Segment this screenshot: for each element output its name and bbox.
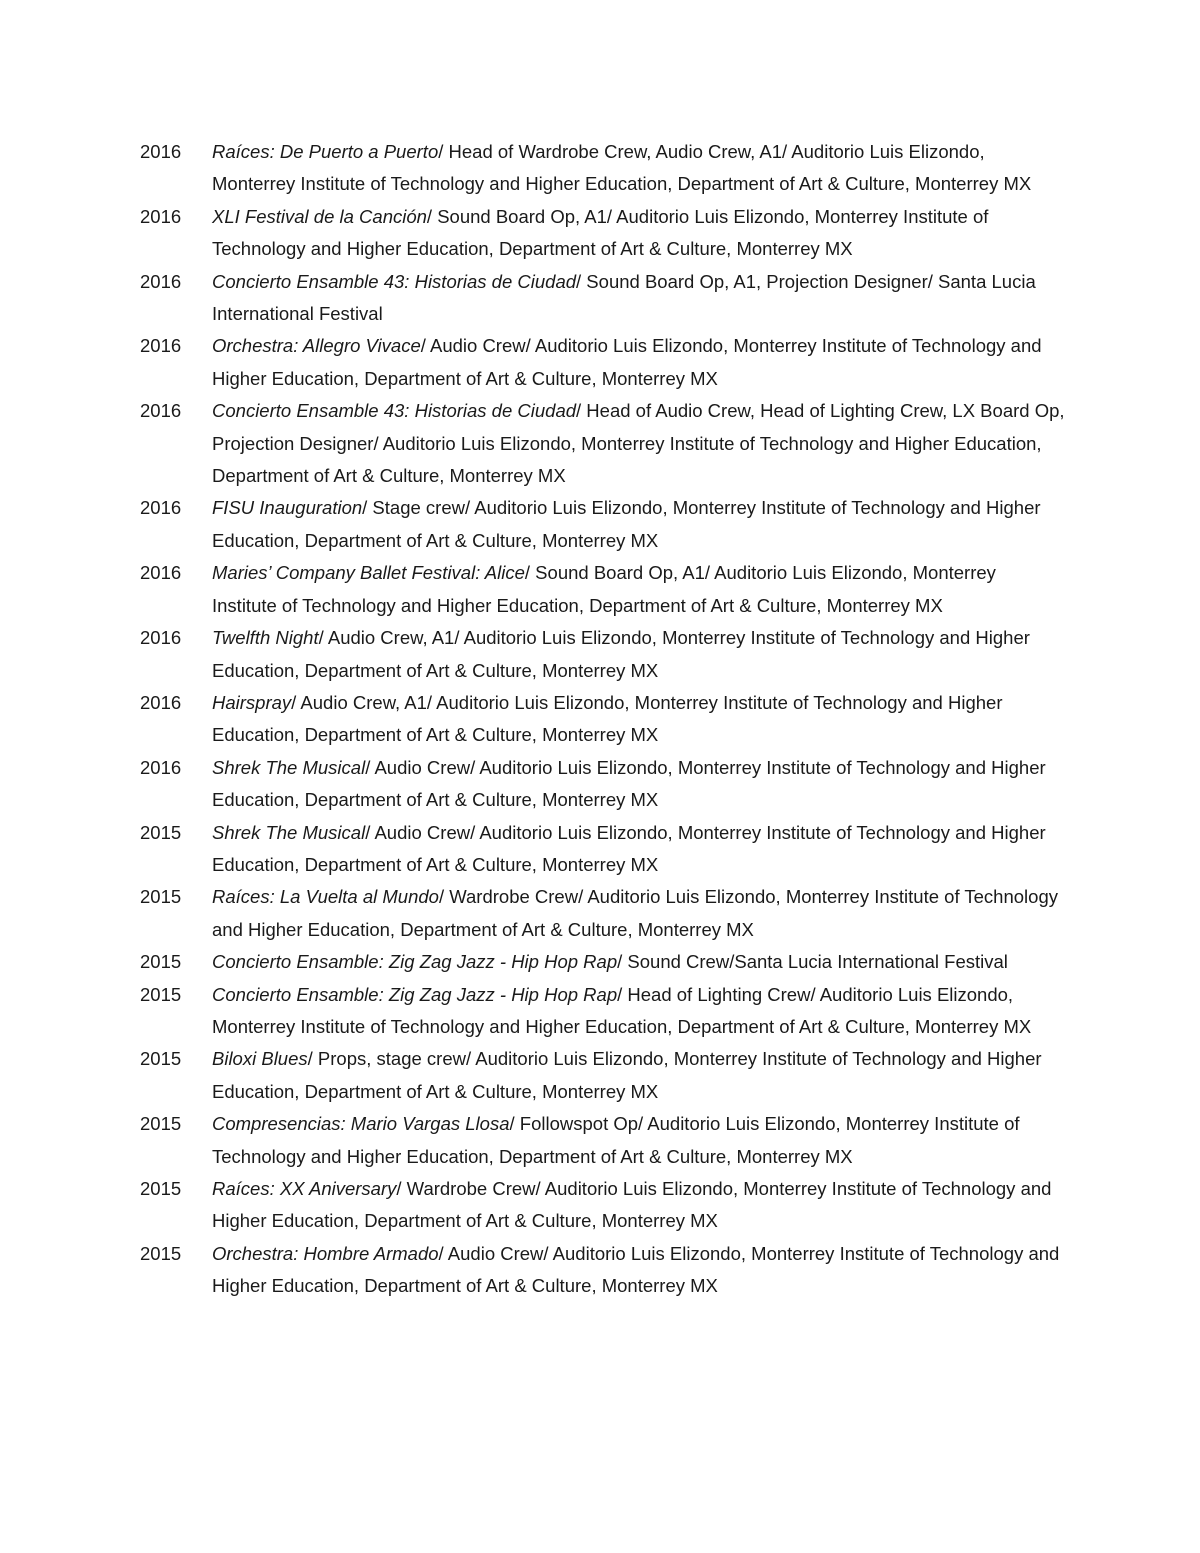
credit-year: 2015: [140, 983, 182, 1005]
credit-text: [212, 1173, 1065, 1238]
credit-details: / Audio Crew/ Auditorio Luis Elizondo, Monterrey Institute of Technology and Higher Education, Department of Art & Culture, Monterrey MX: [212, 335, 1042, 389]
credit-year: 2016: [140, 141, 182, 162]
credit-entry: [140, 1238, 1065, 1303]
credit-entry: [140, 881, 1065, 946]
credit-details: / Sound Board Op, A1/ Auditorio Luis Elizondo, Monterrey Institute of Technology and Higher Education, Department of Art & Culture, Monterrey MX: [212, 205, 989, 260]
credit-text: [212, 979, 1065, 1044]
credit-text: [212, 1238, 1065, 1303]
credit-text: [212, 881, 1065, 946]
credit-details: / Sound Crew/Santa Lucia International Festival: [617, 951, 1008, 973]
credit-year: 2015: [140, 951, 182, 973]
credit-details: / Sound Board Op, A1/ Auditorio Luis Elizondo, Monterrey Institute of Technology and Higher Education, Department of Art & Culture, Monterrey MX: [212, 562, 996, 616]
credit-entry: [140, 266, 1065, 331]
credit-text: [212, 266, 1065, 331]
credit-entry: [140, 946, 1065, 978]
production-title: XLI Festival de la Canción: [212, 205, 427, 227]
credit-details: / Wardrobe Crew/ Auditorio Luis Elizondo, Monterrey Institute of Technology and Higher Education, Department of Art & Culture, Monterrey MX: [212, 886, 1058, 940]
credit-entry: [140, 622, 1065, 687]
credit-text: [212, 687, 1065, 752]
credit-details: / Followspot Op/ Auditorio Luis Elizondo, Monterrey Institute of Technology and Higher Education, Department of Art & Culture, Monterrey MX: [212, 1113, 1020, 1167]
production-title: Twelfth Night: [212, 627, 319, 649]
credit-text: [212, 1043, 1065, 1108]
credit-entry: [140, 1173, 1065, 1238]
credit-entry: [140, 1108, 1065, 1173]
production-title: Shrek The Musical: [212, 821, 366, 843]
credit-details: / Audio Crew/ Auditorio Luis Elizondo, Monterrey Institute of Technology and Higher Education, Department of Art & Culture, Monterrey MX: [212, 1242, 1060, 1297]
credit-entry: [140, 687, 1065, 752]
credit-year: 2015: [140, 1113, 182, 1135]
credit-year: 2016: [140, 400, 182, 422]
credit-year: 2015: [140, 821, 182, 843]
credit-year: 2016: [140, 335, 182, 357]
production-title: Orchestra: Allegro Vivace: [212, 335, 421, 357]
production-title: Hairspray: [212, 691, 292, 713]
credit-details: / Sound Board Op, A1, Projection Designer/ Santa Lucia International Festival: [212, 270, 1036, 325]
production-title: Raíces: De Puerto a Puerto: [212, 141, 439, 162]
credit-details: / Stage crew/ Auditorio Luis Elizondo, Monterrey Institute of Technology and Higher Education, Department of Art & Culture, Monterrey MX: [212, 497, 1041, 551]
credit-text: [212, 136, 1065, 201]
credit-entry: [140, 817, 1065, 882]
production-title: Biloxi Blues: [212, 1048, 308, 1070]
credit-entry: [140, 492, 1065, 557]
credit-year: 2016: [140, 497, 182, 519]
production-title: Raíces: XX Aniversary: [212, 1178, 397, 1199]
credit-list: [140, 136, 1065, 1303]
credit-year: 2015: [140, 1178, 182, 1199]
production-title: FISU Inauguration: [212, 497, 363, 519]
production-title: Concierto Ensamble 43: Historias de Ciudad: [212, 270, 577, 292]
credit-year: 2015: [140, 886, 182, 908]
production-title: Compresencias: Mario Vargas Llosa: [212, 1113, 510, 1135]
credit-year: 2016: [140, 270, 182, 292]
credit-entry: [140, 330, 1065, 395]
production-title: Maries’ Company Ballet Festival: Alice: [212, 562, 525, 584]
credit-details: / Head of Audio Crew, Head of Lighting Crew, LX Board Op, Projection Designer/ Auditorio Luis Elizondo, Monterrey Institute of Technology and Higher Education, Department of Art & Culture, Monterrey MX: [212, 400, 1065, 487]
credit-year: 2016: [140, 562, 182, 584]
credit-text: [212, 395, 1065, 492]
credit-details: / Wardrobe Crew/ Auditorio Luis Elizondo, Monterrey Institute of Technology and Higher Education, Department of Art & Culture, Monterrey MX: [212, 1178, 1052, 1232]
production-title: Concierto Ensamble: Zig Zag Jazz - Hip Hop Rap: [212, 951, 618, 973]
credit-text: [212, 330, 1065, 395]
credit-year: 2015: [140, 1242, 182, 1264]
production-title: Raíces: La Vuelta al Mundo: [212, 886, 439, 908]
credit-details: / Audio Crew, A1/ Auditorio Luis Elizondo, Monterrey Institute of Technology and Higher Education, Department of Art & Culture, Monterrey MX: [212, 691, 1003, 746]
credit-year: 2016: [140, 756, 182, 778]
production-title: Orchestra: Hombre Armado: [212, 1242, 439, 1264]
credit-text: [212, 752, 1065, 817]
credit-details: / Audio Crew/ Auditorio Luis Elizondo, Monterrey Institute of Technology and Higher Education, Department of Art & Culture, Monterrey MX: [212, 821, 1046, 875]
credit-year: 2015: [140, 1048, 182, 1070]
credit-entry: [140, 979, 1065, 1044]
credit-entry: [140, 136, 1065, 201]
credit-text: [212, 201, 1065, 266]
credit-entry: [140, 395, 1065, 492]
production-title: Concierto Ensamble: Zig Zag Jazz - Hip Hop Rap: [212, 983, 618, 1005]
credit-year: 2016: [140, 205, 182, 227]
credit-text: [212, 946, 1065, 978]
credit-entry: [140, 752, 1065, 817]
production-title: Shrek The Musical: [212, 756, 366, 778]
credit-text: [212, 1108, 1065, 1173]
credit-details: / Audio Crew/ Auditorio Luis Elizondo, Monterrey Institute of Technology and Higher Education, Department of Art & Culture, Monterrey MX: [212, 756, 1046, 811]
credit-details: / Audio Crew, A1/ Auditorio Luis Elizondo, Monterrey Institute of Technology and Higher Education, Department of Art & Culture, Monterrey MX: [212, 627, 1030, 681]
credit-details: / Head of Lighting Crew/ Auditorio Luis Elizondo, Monterrey Institute of Technology and Higher Education, Department of Art & Culture, Monterrey MX: [212, 983, 1032, 1037]
credit-entry: [140, 557, 1065, 622]
credit-details: / Props, stage crew/ Auditorio Luis Elizondo, Monterrey Institute of Technology and Higher Education, Department of Art & Culture, Monterrey MX: [212, 1048, 1042, 1102]
credit-text: [212, 622, 1065, 687]
credit-details: / Head of Wardrobe Crew, Audio Crew, A1/ Auditorio Luis Elizondo, Monterrey Institute of Technology and Higher Education, Department of Art & Culture, Monterrey MX: [212, 141, 1032, 195]
credit-text: [212, 557, 1065, 622]
credit-text: [212, 817, 1065, 882]
credit-year: 2016: [140, 627, 182, 649]
credit-text: [212, 492, 1065, 557]
production-title: Concierto Ensamble 43: Historias de Ciudad: [212, 400, 577, 422]
credit-entry: [140, 1043, 1065, 1108]
credit-entry: [140, 201, 1065, 266]
credit-year: 2016: [140, 691, 182, 713]
